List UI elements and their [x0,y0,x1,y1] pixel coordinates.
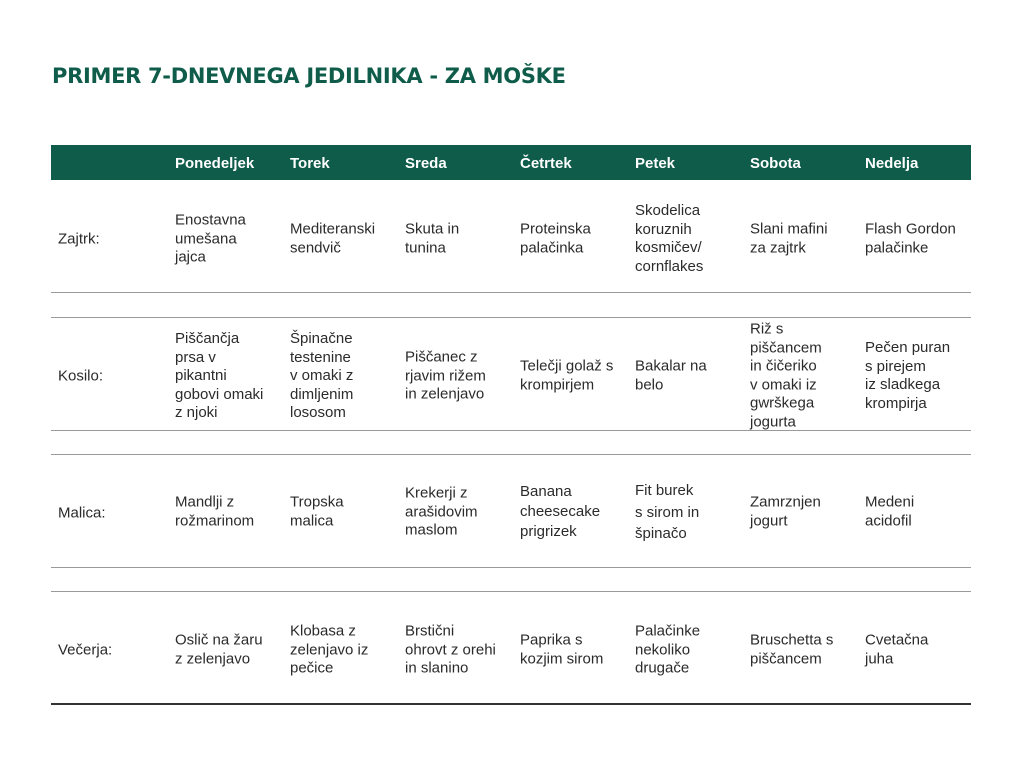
cell-lunch-thursday: Telečji golaž s krompirjem [520,357,614,393]
cell-lunch-tuesday: Špinačne testenine v omaki z dimljenim lososom [290,329,354,421]
row-label-breakfast: Zajtrk: [58,230,100,248]
header-thursday: Četrtek [520,155,572,172]
cell-snack-tuesday: Tropska malica [290,493,344,529]
page-title: PRIMER 7-DNEVNEGA JEDILNIKA - ZA MOŠKE [52,64,566,88]
row-label-lunch: Kosilo: [58,367,104,385]
cell-dinner-monday: Oslič na žaru z zelenjavo [175,631,263,667]
row-divider [51,454,971,455]
cell-snack-saturday: Zamrznjen jogurt [750,493,821,529]
cell-snack-friday: Fit burek s sirom in špinačo [635,481,700,542]
cell-lunch-saturday: Riž s piščancem in čičeriko v omaki iz gwrškega jogurta [750,320,822,430]
row-label-snack: Malica: [58,504,106,522]
cell-snack-sunday: Medeni acidofil [865,493,915,529]
cell-breakfast-monday: Enostavna umešana jajca [175,211,246,266]
header-tuesday: Torek [290,155,330,172]
header-monday: Ponedeljek [175,155,255,172]
header-wednesday: Sreda [405,155,447,172]
cell-lunch-monday: Piščančja prsa v pikantni gobovi omaki z njoki [175,329,264,421]
cell-breakfast-thursday: Proteinska palačinka [520,220,591,256]
table-header [51,145,971,180]
table-bottom-border [51,703,971,705]
row-divider [51,430,971,431]
row-divider [51,292,971,293]
cell-lunch-sunday: Pečen puran s pirejem iz sladkega krompirja [865,339,951,412]
cell-lunch-friday: Bakalar na belo [635,357,707,393]
row-divider [51,591,971,592]
header-friday: Petek [635,155,676,172]
cell-breakfast-saturday: Slani mafini za zajtrk [750,220,828,256]
row-label-dinner: Večerja: [58,641,113,659]
cell-snack-wednesday: Krekerji z arašidovim maslom [405,484,478,539]
cell-dinner-wednesday: Brstični ohrovt z orehi in slanino [405,622,496,677]
cell-dinner-sunday: Cvetačna juha [865,631,929,667]
header-sunday: Nedelja [865,155,919,172]
cell-dinner-friday: Palačinke nekoliko drugače [635,622,701,677]
cell-lunch-wednesday: Piščanec z rjavim rižem in zelenjavo [405,348,486,403]
cell-dinner-tuesday: Klobasa z zelenjavo iz pečice [290,622,369,677]
cell-breakfast-sunday: Flash Gordon palačinke [865,220,956,256]
cell-dinner-saturday: Bruschetta s piščancem [750,631,834,667]
row-divider [51,567,971,568]
header-saturday: Sobota [750,155,801,172]
row-divider [51,317,971,318]
cell-breakfast-wednesday: Skuta in tunina [405,220,460,256]
cell-snack-monday: Mandlji z rožmarinom [175,493,255,529]
cell-snack-thursday: Banana cheesecake prigrizek [520,483,601,540]
cell-breakfast-friday: Skodelica koruznih kosmičev/ cornflakes [635,202,704,275]
cell-dinner-thursday: Paprika s kozjim sirom [520,631,604,667]
cell-breakfast-tuesday: Mediteranski sendvič [290,220,376,256]
